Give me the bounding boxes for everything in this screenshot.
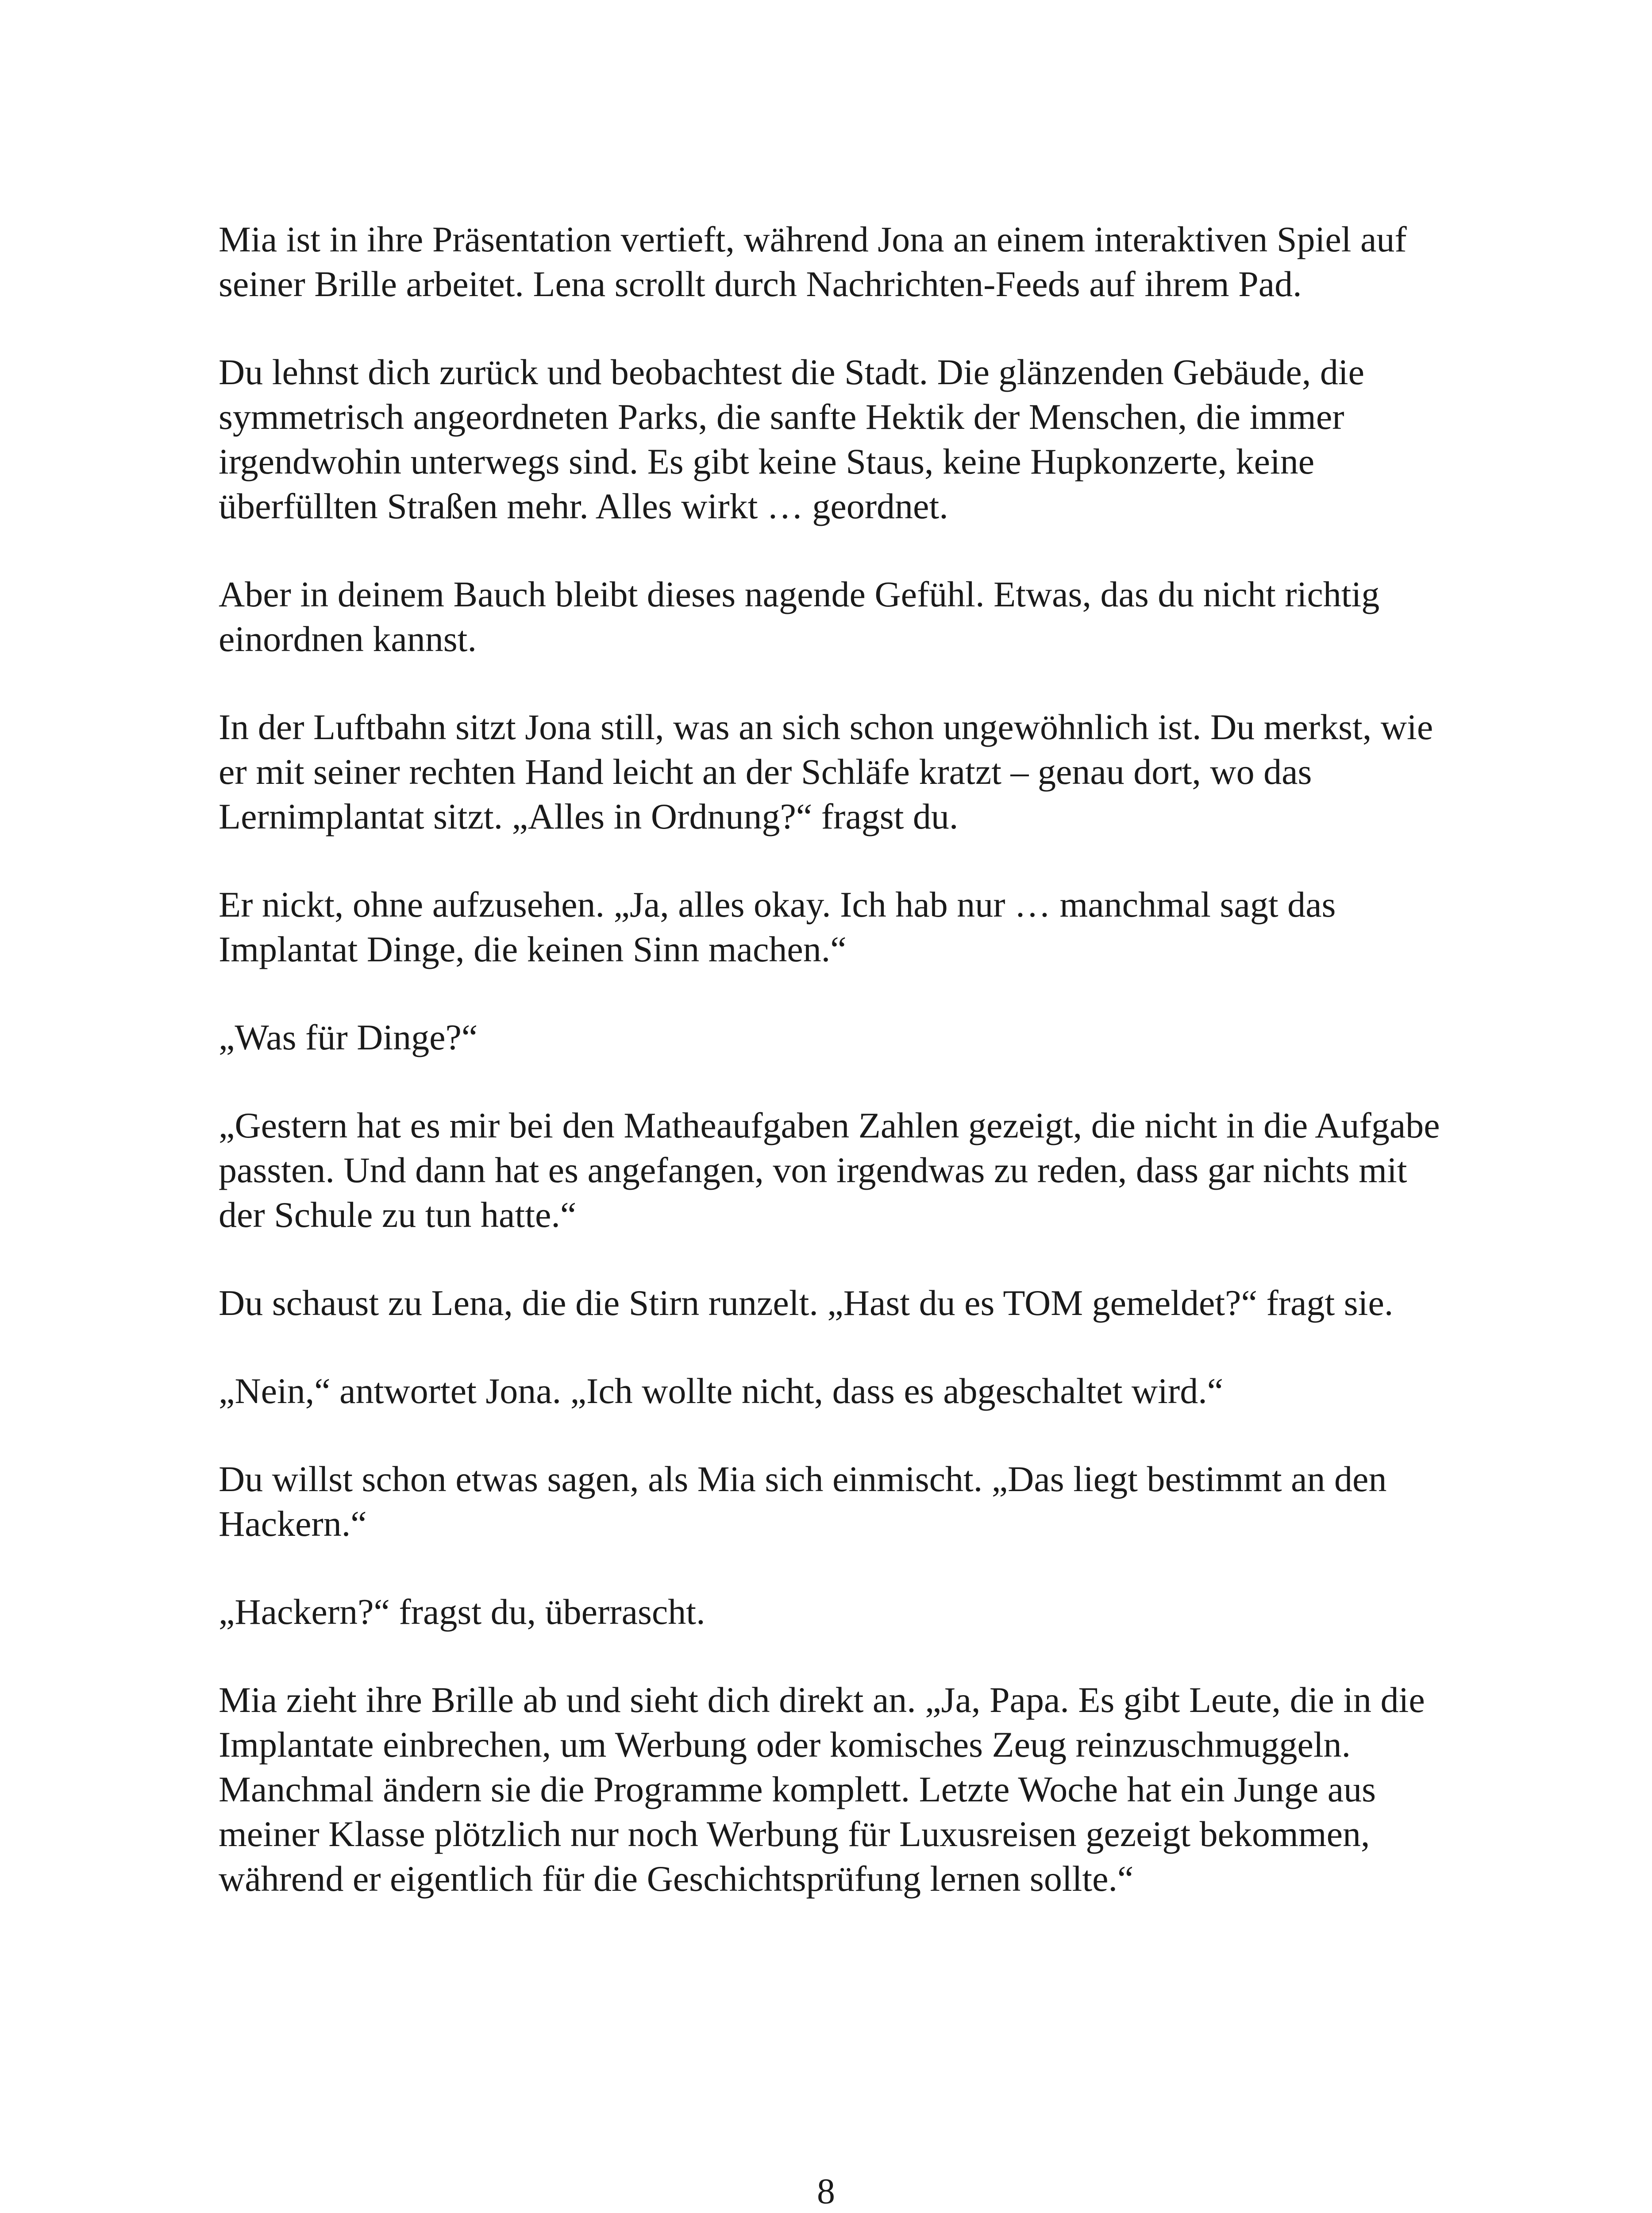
paragraph: „Was für Dinge?“ bbox=[219, 1017, 478, 1057]
paragraph: „Hackern?“ fragst du, überrascht. bbox=[219, 1592, 705, 1632]
paragraph: Er nickt, ohne aufzusehen. „Ja, alles okay. Ich hab nur … manchmal sagt das Implantat Dinge, die keinen Sinn machen.“ bbox=[219, 884, 1336, 969]
body-text bbox=[219, 217, 1449, 1944]
paragraph: Du schaust zu Lena, die die Stirn runzelt. „Hast du es TOM gemeldet?“ fragt sie. bbox=[219, 1283, 1394, 1323]
paragraph: Du lehnst dich zurück und beobachtest die Stadt. Die glänzenden Gebäude, die symmetrisch angeordneten Parks, die sanfte Hektik der Menschen, die immer irgendwohin unterwegs sind. Es gibt keine Staus, keine Hupkonzerte, keine überfüllten Straßen mehr. Alles wirkt … geordnet. bbox=[219, 352, 1365, 526]
paragraph: In der Luftbahn sitzt Jona still, was an sich schon ungewöhnlich ist. Du merkst, wie er mit seiner rechten Hand leicht an der Schläfe kratzt – genau dort, wo das Lernimplantat sitzt. „Alles in Ordnung?“ fragst du. bbox=[219, 707, 1433, 837]
paragraph: „Gestern hat es mir bei den Matheaufgaben Zahlen gezeigt, die nicht in die Aufgabe passten. Und dann hat es angefangen, von irgendwas zu reden, dass gar nichts mit der Schule zu tun hatte.“ bbox=[219, 1105, 1440, 1235]
paragraph: Du willst schon etwas sagen, als Mia sich einmischt. „Das liegt bestimmt an den Hackern.“ bbox=[219, 1459, 1387, 1544]
paragraph: „Nein,“ antwortet Jona. „Ich wollte nicht, dass es abgeschaltet wird.“ bbox=[219, 1371, 1224, 1411]
paragraph: Aber in deinem Bauch bleibt dieses nagende Gefühl. Etwas, das du nicht richtig einordnen kannst. bbox=[219, 574, 1380, 659]
paragraph: Mia zieht ihre Brille ab und sieht dich direkt an. „Ja, Papa. Es gibt Leute, die in die Implantate einbrechen, um Werbung oder komisches Zeug reinzuschmuggeln. Manchmal ändern sie die Programme komplett. Letzte Woche hat ein Junge aus meiner Klasse plötzlich nur noch Werbung für Luxusreisen gezeigt bekommen, während er eigentlich für die Geschichtsprüfung lernen sollte.“ bbox=[219, 1680, 1425, 1899]
paragraph: Mia ist in ihre Präsentation vertieft, während Jona an einem interaktiven Spiel auf seiner Brille arbeitet. Lena scrollt durch Nachrichten-Feeds auf ihrem Pad. bbox=[219, 219, 1407, 304]
page-number: 8 bbox=[817, 2171, 835, 2211]
